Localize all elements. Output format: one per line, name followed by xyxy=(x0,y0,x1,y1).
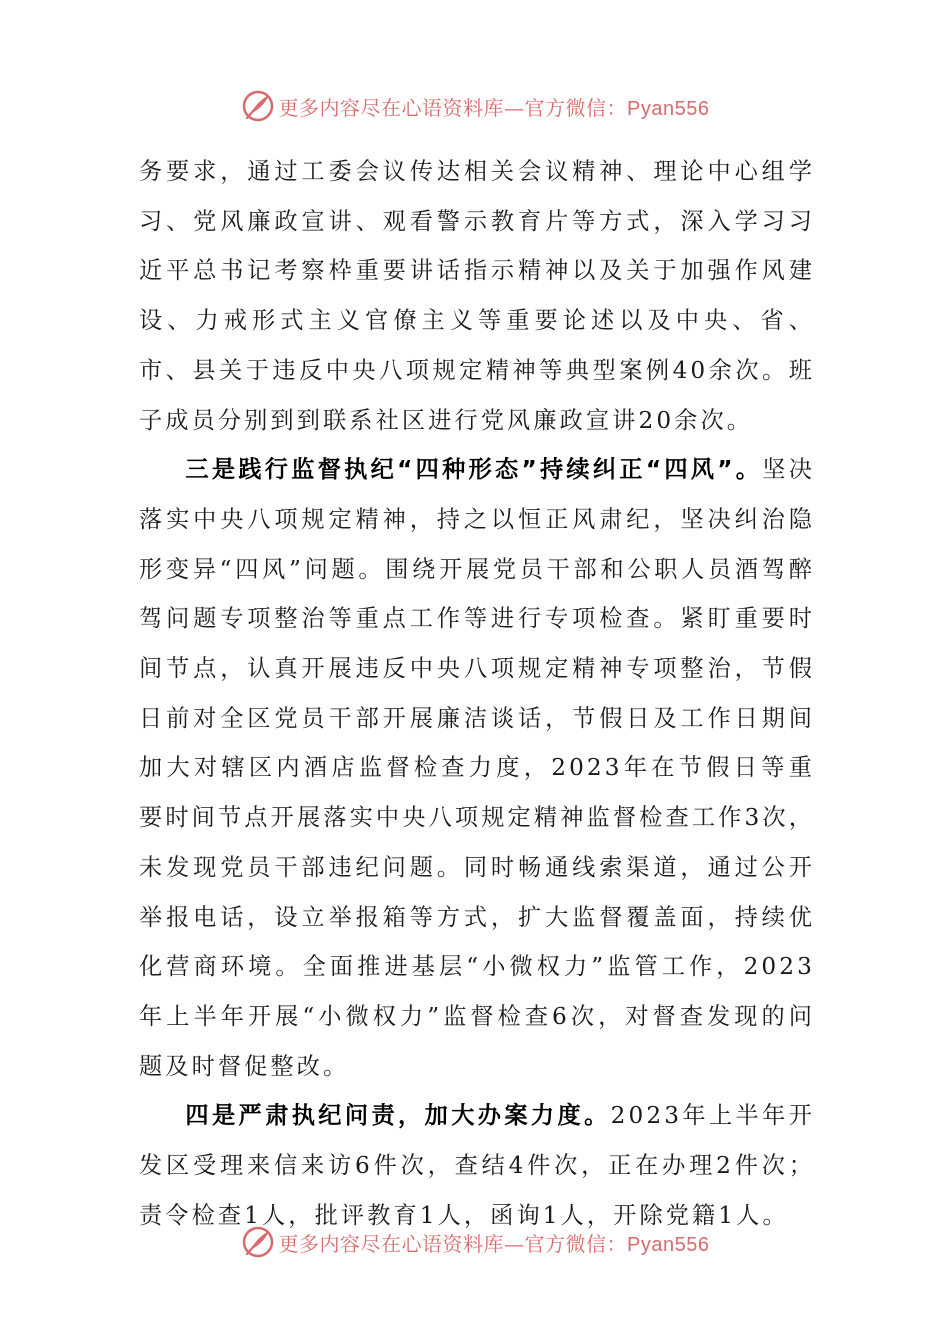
paragraph-1 xyxy=(139,147,815,445)
paragraph-3-heading: 四是严肃执纪问责，加大办案力度。 xyxy=(185,1102,611,1130)
paragraph-3-text: 2023年上半年开发区受理来信来访6件次，查结4件次，正在办理2件次；责令检查1人，批评教育1人，函询1人，开除党籍1人。 xyxy=(139,1102,815,1229)
paragraph-2-heading: 三是践行监督执纪“四种形态”持续纠正“四风”。 xyxy=(185,456,763,484)
paragraph-2-text: 坚决落实中央八项规定精神，持之以恒正风肃纪，坚决纠治隐形变异“四风”问题。围绕开展党员干部和公职人员酒驾醉驾问题专项整治等重点工作等进行专项检查。紧盯重要时间节点，认真开展违反中央八项规定精神专项整治，节假日前对全区党员干部开展廉洁谈话，节假日及工作日期间加大对辖区内酒店监督检查力度，2023年在节假日等重要时间节点开展落实中央八项规定精神监督检查工作3次，未发现党员干部违纪问题。同时畅通线索渠道，通过公开举报电话，设立举报箱等方式，扩大监督覆盖面，持续优化营商环境。全面推进基层“小微权力”监管工作，2023年上半年开展“小微权力”监督检查6次，对督查发现的问题及时督促整改。 xyxy=(139,456,816,1080)
feather-logo-icon xyxy=(241,89,275,123)
paragraph-2 xyxy=(139,445,815,1091)
header-watermark xyxy=(0,86,950,126)
feather-logo-icon xyxy=(241,1225,275,1259)
paragraph-1-text: 务要求，通过工委会议传达相关会议精神、理论中心组学习、党风廉政宣讲、观看警示教育片等方式，深入学习习近平总书记考察枠重要讲话指示精神以及关于加强作风建设、力戒形式主义官僚主义等重要论述以及中央、省、市、县关于违反中央八项规定精神等典型案例40余次。班子成员分别到到联系社区进行党风廉政宣讲20余次。 xyxy=(139,158,815,434)
paragraph-3 xyxy=(139,1091,815,1240)
document-body xyxy=(139,147,815,1240)
watermark-text: 更多内容尽在心语资料库—官方微信：Pyan556 xyxy=(278,95,710,120)
footer-watermark xyxy=(0,1222,950,1262)
watermark-text: 更多内容尽在心语资料库—官方微信：Pyan556 xyxy=(278,1231,710,1256)
